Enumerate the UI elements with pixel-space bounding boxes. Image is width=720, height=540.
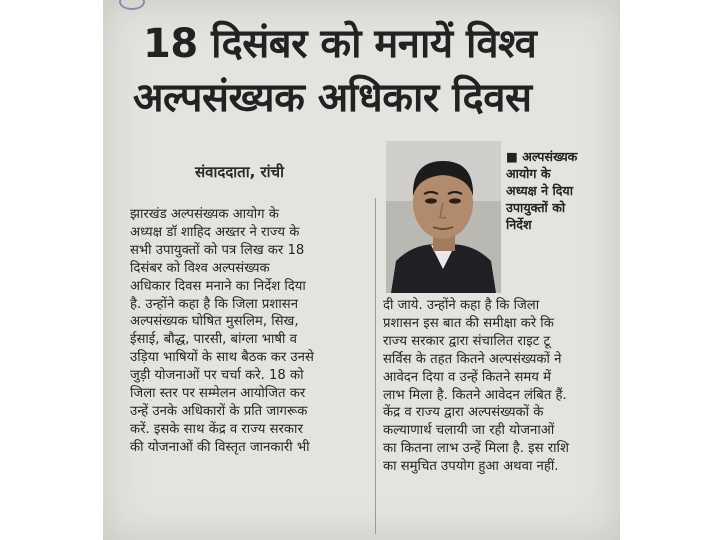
body-line: दिसंबर को विश्व अल्पसंख्यक (130, 260, 270, 276)
body-line: राज्य सरकार द्वारा संचालित राइट टू (383, 333, 551, 349)
photo-caption (506, 148, 616, 233)
body-line: लाभ मिला है. कितने आवेदन लंबित हैं. (383, 387, 567, 403)
body-line: प्रशासन इस बात की समीक्षा करे कि (383, 315, 554, 331)
body-line: सभी उपायुक्तों को पत्र लिख कर 18 (130, 242, 305, 258)
headline-line-2: अल्पसंख्यक अधिकार दिवस (133, 75, 532, 121)
body-line: करें. इसके साथ केंद्र व राज्य सरकार (130, 421, 303, 437)
body-line: आवेदन दिया व उन्हें कितने समय में (383, 369, 551, 385)
portrait-photo (386, 141, 501, 293)
body-line: का कितना लाभ उन्हें मिला है. इस राशि (383, 441, 569, 457)
body-line: केंद्र व राज्य द्वारा अल्पसंख्यकों के (383, 405, 544, 421)
caption-line: ■ अल्पसंख्यक (506, 149, 578, 164)
body-line: उन्हें उनके अधिकारों के प्रति जागरूक (130, 403, 308, 419)
body-line: अल्पसंख्यक घोषित मुसलिम, सिख, (130, 314, 299, 330)
ink-mark (119, 0, 145, 10)
article-column-left (130, 206, 368, 457)
body-line: का समुचित उपयोग हुआ अथवा नहीं. (383, 459, 559, 475)
body-line: सर्विस के तहत कितने अल्पसंख्यकों ने (383, 351, 562, 367)
body-line: उड़िया भाषियों के साथ बैठक कर उनसे (130, 350, 314, 366)
body-line: है. उन्होंने कहा है कि जिला प्रशासन (130, 296, 299, 312)
body-line: झारखंड अल्पसंख्यक आयोग के (130, 207, 279, 222)
caption-line: निर्देश (506, 217, 532, 232)
caption-line: उपायुक्तों को (506, 200, 566, 215)
column-divider (375, 198, 376, 534)
portrait-illustration (386, 141, 501, 293)
body-line: की योजनाओं की विस्तृत जानकारी भी (130, 439, 310, 455)
headline-line-1: 18 दिसंबर को मनायें विश्व (143, 21, 537, 67)
article-column-right (383, 297, 613, 476)
body-line: अध्यक्ष डॉ शाहिद अख्तर ने राज्य के (130, 224, 300, 240)
caption-line: आयोग के (506, 166, 551, 181)
caption-line: अध्यक्ष ने दिया (506, 183, 573, 198)
body-line: जिला स्तर पर सम्मेलन आयोजित कर (130, 386, 306, 402)
body-line: कल्याणार्थ चलायी जा रही योजनाओं (383, 423, 555, 439)
body-line: अधिकार दिवस मनाने का निर्देश दिया (130, 278, 306, 294)
body-line: जुड़ी योजनाओं पर चर्चा करे. 18 को (130, 368, 304, 384)
newspaper-clipping (103, 0, 620, 540)
body-line: दी जाये. उन्होंने कहा है कि जिला (383, 298, 540, 313)
body-line: ईसाई, बौद्ध, पारसी, बांग्ला भाषी व (130, 332, 297, 348)
byline: संवाददाता, रांची (195, 163, 284, 181)
